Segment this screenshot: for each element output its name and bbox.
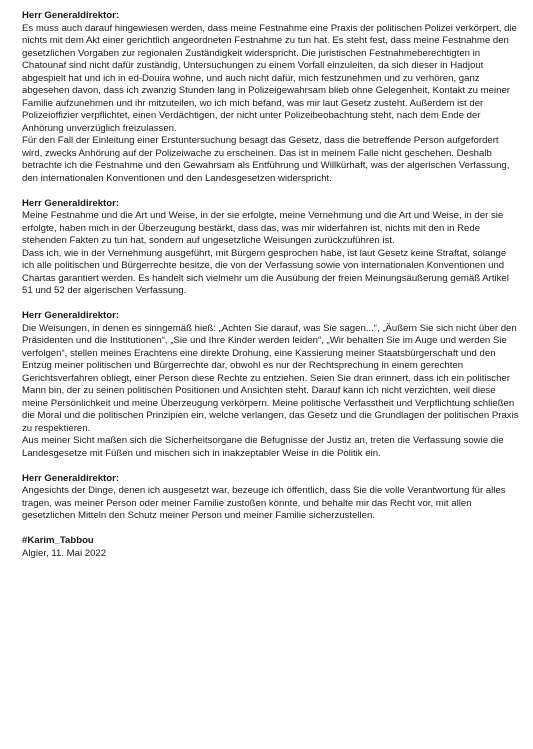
section-paragraph: Aus meiner Sicht maßen sich die Sicherheitsorgane die Befugnisse der Justiz an, treten die Verfassung sowie die Landesgesetze mit Füßen und mischen sich in inakzeptabler Weise in die Politik ein.: [22, 435, 504, 459]
author-hashtag: #Karim_Tabbou: [22, 535, 94, 546]
section-heading: Herr Generaldirektor:: [22, 310, 120, 321]
letter-section-3: [22, 310, 521, 460]
letter-section-2: [22, 198, 521, 298]
section-paragraph: Die Weisungen, in denen es sinngemäß hieß: „Achten Sie darauf, was Sie sagen...“, „Äußern Sie sich nicht über den Präsidenten und die Institutionen“, „Sie und Ihre Kinder werden leiden“, „Wir behalten Sie im Auge und werden Sie verfolgen“, stellen meines Erachtens eine direkte Drohung, eine Kassierung meiner Staatsbürgerschaft und den Entzug meiner politischen und Bürgerrechte dar, obwohl es nur der Rechtsprechung in einem gerechten Gerichtsverfahren obliegt, einer Person diese Rechte zu entziehen. Seien Sie dran erinnert, dass ich ein politischer Mann bin, der zu seinen politischen Positionen und Ansichten steht. Darauf kann ich nicht verzichten, weil diese meine Persönlichkeit und meine Überzeugung verkörpern. Meine politische Verfasstheit und Verpflichtung schließen die Moral und die politischen Prinzipien ein, welche verlangen, das Gesetz und die Grundlagen der politischen Praxis zu respektieren.: [22, 322, 519, 434]
section-paragraph: Es muss auch darauf hingewiesen werden, dass meine Festnahme eine Praxis der politischen Polizei verkörpert, die nichts mit dem Akt einer gerichtlich angeordneten Festnahme zu tun hat. Es steht fest, dass meine Festnahme den gesetzlichen Vorgaben zur regionalen Zuständigkeit widerspricht. Die juristischen Festnahmeberechtigten in Chatounaf sind nicht dafür zuständig, Untersuchungen zu einem Vorfall einzuleiten, da sich dieser in Hadjout abgespielt hat und ich in ed-Douira wohne, und auch nicht dafür, mich festzunehmen und zu verhören, ganz abgesehen davon, dass ich zwanzig Stunden lang in Polizeigewahrsam blieb ohne Gelegenheit, Kontakt zu meiner Familie aufzunehmen und ihr mitzuteilen, wo ich mich befand, was mir laut Gesetz zusteht. Außerdem ist der Polizeioffizier verpflichtet, einen Verdächtigen, der nicht unter Polizeibeobachtung steht, nach dem Ende der Anhörung unverzüglich freizulassen.: [22, 22, 517, 134]
section-heading: Herr Generaldirektor:: [22, 10, 120, 21]
section-heading: Herr Generaldirektor:: [22, 472, 120, 484]
letter-footer: [22, 535, 521, 560]
letter-section-4: [22, 473, 521, 523]
place-date: Algier, 11. Mai 2022: [22, 547, 107, 559]
section-paragraph: Angesichts der Dinge, denen ich ausgesetzt war, bezeuge ich öffentlich, dass Sie die volle Verantwortung für alles tragen, was meiner Person oder meiner Familie zustoßen könnte, und behalte mir das Recht vor, mit allen gesetzlichen Mitteln den Schutz meiner Person und meiner Familie sicherzustellen.: [22, 485, 506, 521]
section-heading: Herr Generaldirektor:: [22, 197, 120, 209]
section-paragraph: Für den Fall der Einleitung einer Erstuntersuchung besagt das Gesetz, dass die betreffende Person aufgefordert wird, zwecks Anhörung auf der Polizeiwache zu erscheinen. Das ist in meinem Falle nicht geschehen. Deshalb betrachte ich die Festnahme und den Gewahrsam als Entführung und Willkürhaft, was der algerischen Verfassung, den internationalen Konventionen und den Landesgesetzen widerspricht.: [22, 135, 510, 184]
letter-section-1: [22, 10, 521, 185]
section-paragraph: Dass ich, wie in der Vernehmung ausgeführt, mit Bürgern gesprochen habe, ist laut Gesetz keine Straftat, solange ich alle politischen und Bürgerrechte besitze, die von der Verfassung sowie von internationalen Konventionen und Chartas garantiert werden. Es handelt sich vielmehr um die Ausübung der freien Meinungsäußerung gemäß Artikel 51 und 52 der algerischen Verfassung.: [22, 247, 509, 296]
section-paragraph: Meine Festnahme und die Art und Weise, in der sie erfolgte, meine Vernehmung und die Art und Weise, in der sie erfolgte, haben mich in der Überzeugung bestärkt, dass das, was mir widerfahren ist, nichts mit den in Rede stehenden Fakten zu tun hat, sondern auf ungesetzliche Weisungen zurückzuführen ist.: [22, 210, 504, 246]
